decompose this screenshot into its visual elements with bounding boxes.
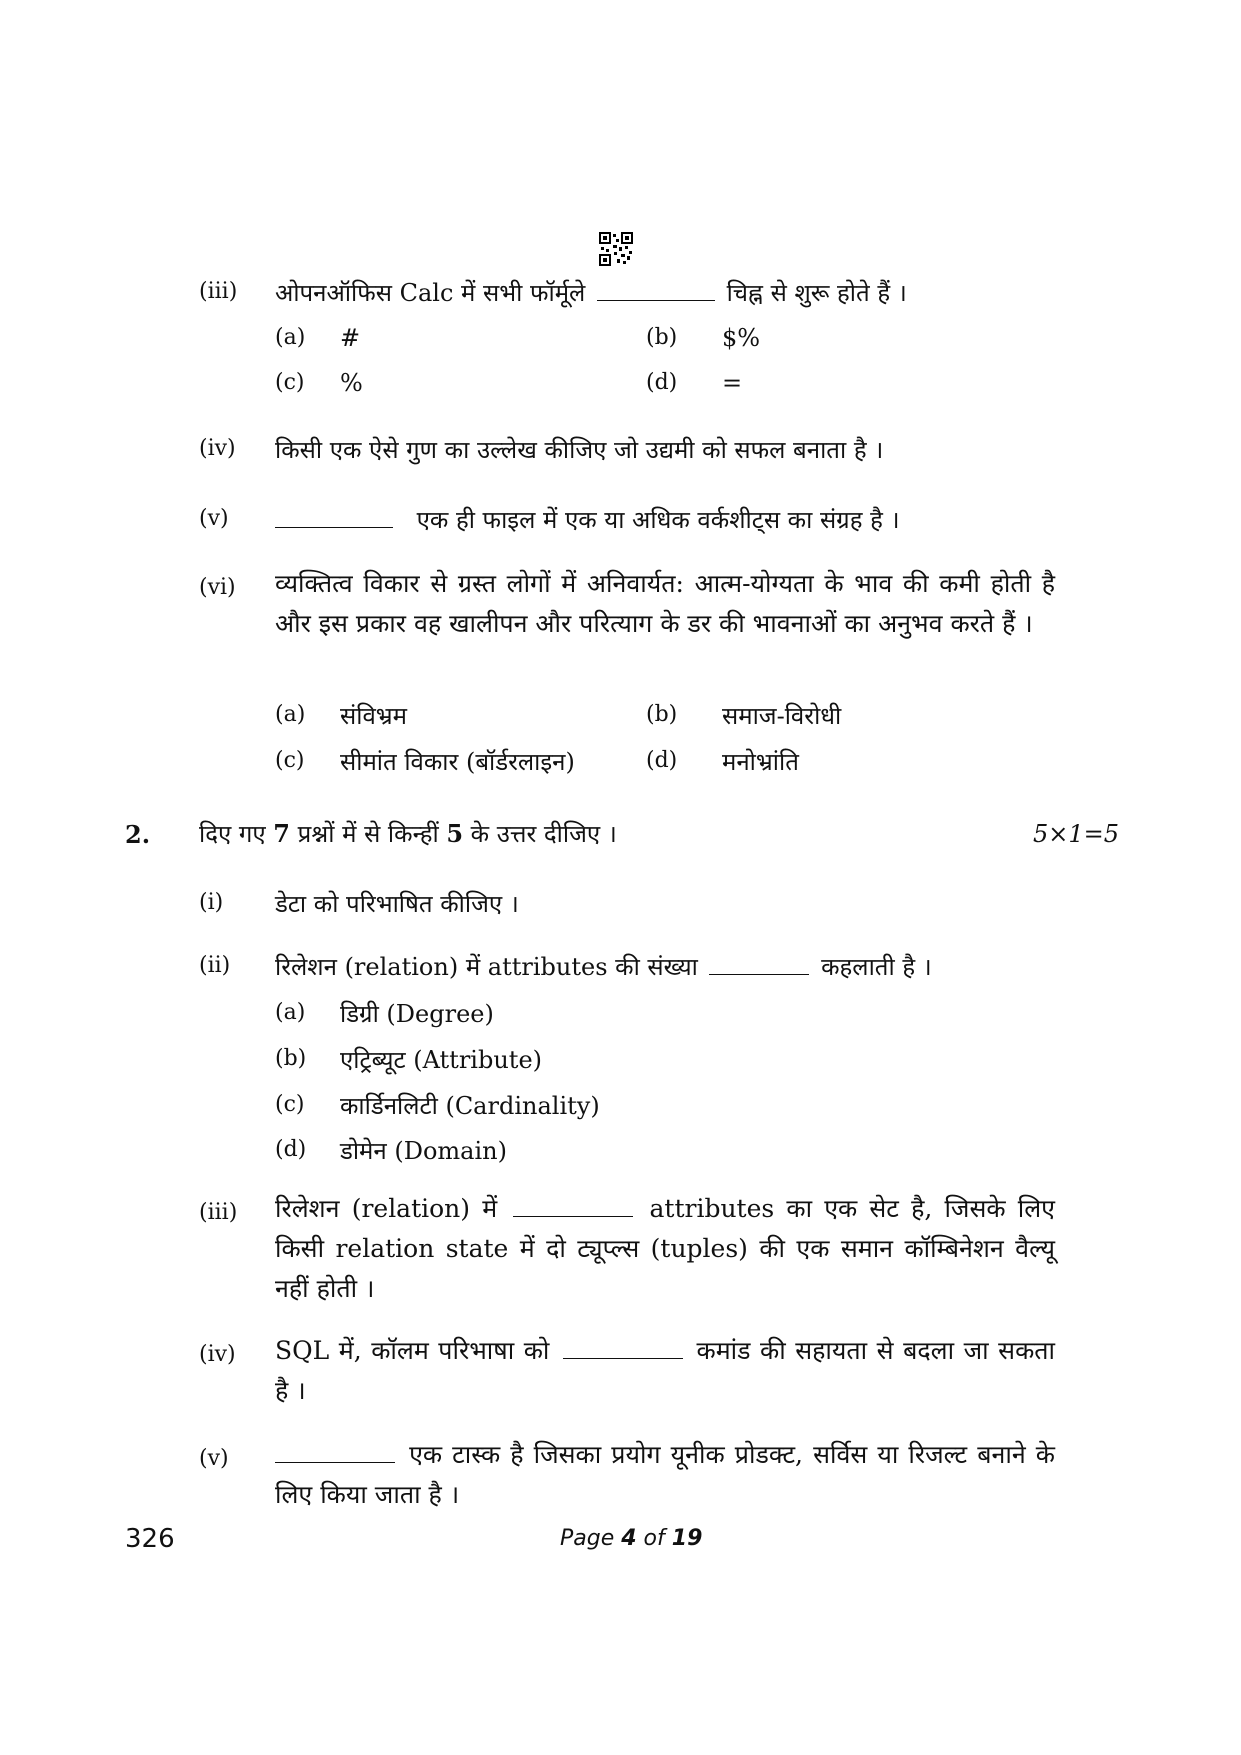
- question-text: किसी एक ऐसे गुण का उल्लेख कीजिए जो उद्यमी को सफल बनाता है ।: [275, 436, 884, 464]
- question-number: (i): [199, 890, 224, 915]
- qr-code: [599, 232, 633, 266]
- question-text: [275, 1435, 1055, 1515]
- question-number: (iii): [199, 279, 238, 304]
- question-text-before: रिलेशन (relation) में attributes की संख्या: [275, 953, 698, 981]
- question-text: व्यक्तित्व विकार से ग्रस्त लोगों में अनिवार्यत: आत्म-योग्यता के भाव की कमी होती है और इस प्रकार वह खालीपन और परित्याग के डर की भावनाओं का अनुभव करते हैं ।: [275, 569, 1055, 638]
- question-text: [275, 276, 907, 309]
- instruction-text: के उत्तर दीजिए ।: [463, 820, 617, 848]
- option-text: एट्रिब्यूट (Attribute): [340, 1046, 543, 1074]
- question-text-after: एक ही फाइल में एक या अधिक वर्कशीट्स का संग्रह है ।: [416, 506, 900, 534]
- question-number: (ii): [199, 953, 231, 978]
- option-label: (d): [646, 370, 678, 395]
- option-text: %: [340, 369, 363, 397]
- option-label: (a): [275, 702, 306, 727]
- question-text: [275, 1331, 1055, 1411]
- question-number: (iv): [199, 1342, 236, 1367]
- question-number: (vi): [199, 575, 236, 600]
- question-number: (v): [199, 1446, 229, 1471]
- question-text-after: एक टास्क है जिसका प्रयोग यूनीक प्रोडक्ट, सर्विस या रिजल्ट बनाने के लिए किया जाता है ।: [275, 1440, 1055, 1509]
- question-text-after: कहलाती है ।: [821, 953, 932, 981]
- option-label: (b): [646, 325, 678, 350]
- option-text: कार्डिनलिटी (Cardinality): [340, 1092, 600, 1120]
- fill-blank: [709, 974, 809, 975]
- option-label: (a): [275, 1000, 306, 1025]
- option-text: =: [722, 369, 743, 397]
- question-text-before: ओपनऑफिस Calc में सभी फॉर्मूले: [275, 279, 586, 307]
- question-text: डेटा को परिभाषित कीजिए ।: [275, 890, 519, 918]
- fill-blank: [513, 1216, 633, 1217]
- page-indicator: [560, 1526, 702, 1551]
- question-text: [275, 1189, 1055, 1309]
- option-text: समाज-विरोधी: [722, 702, 842, 730]
- question-text-before: रिलेशन (relation) में: [275, 1194, 498, 1223]
- option-label: (c): [275, 748, 305, 773]
- section-instruction: [199, 817, 617, 850]
- question-number: (iii): [199, 1200, 238, 1225]
- option-label: (c): [275, 1092, 305, 1117]
- fill-blank: [275, 1462, 395, 1463]
- instruction-count-total: 7: [273, 819, 290, 848]
- option-text: $%: [722, 324, 761, 352]
- option-text: डोमेन (Domain): [340, 1137, 507, 1165]
- question-number: (v): [199, 506, 229, 531]
- marks-scheme: 5×1=5: [1033, 820, 1120, 848]
- fill-blank: [563, 1358, 683, 1359]
- section-number: 2.: [125, 820, 151, 849]
- option-text: सीमांत विकार (बॉर्डरलाइन): [340, 748, 575, 776]
- question-number: (iv): [199, 436, 236, 461]
- question-text-after: चिह्न से शुरू होते हैं ।: [726, 279, 907, 307]
- instruction-text: दिए गए: [199, 820, 274, 848]
- option-label: (c): [275, 370, 305, 395]
- page-of-label: of: [636, 1526, 672, 1551]
- option-text: मनोभ्रांति: [722, 748, 799, 776]
- option-label: (d): [275, 1137, 307, 1162]
- instruction-count-attempt: 5: [446, 819, 464, 848]
- option-text: डिग्री (Degree): [340, 1000, 494, 1028]
- page-total: 19: [671, 1526, 703, 1551]
- page-number: 4: [621, 1526, 637, 1551]
- option-label: (a): [275, 325, 306, 350]
- option-label: (d): [646, 748, 678, 773]
- question-text-before: SQL में, कॉलम परिभाषा को: [275, 1336, 550, 1365]
- question-text: [275, 950, 932, 983]
- option-text: #: [340, 324, 361, 352]
- question-text: [275, 503, 900, 536]
- fill-blank: [275, 527, 393, 528]
- fill-blank: [597, 300, 715, 301]
- instruction-text: प्रश्नों में से किन्हीं: [289, 820, 447, 848]
- option-label: (b): [275, 1046, 307, 1071]
- option-label: (b): [646, 702, 678, 727]
- page-label: Page: [560, 1526, 622, 1551]
- paper-code: 326: [125, 1524, 175, 1554]
- option-text: संविभ्रम: [340, 702, 408, 730]
- question-text-after: attributes का एक सेट है, जिसके लिए किसी relation state में दो ट्यूप्ल्स (tuples) की एक समान कॉम्बिनेशन वैल्यू नहीं होती ।: [275, 1194, 1056, 1303]
- question-text-after: कमांड की सहायता से बदला जा सकता है ।: [275, 1336, 1055, 1405]
